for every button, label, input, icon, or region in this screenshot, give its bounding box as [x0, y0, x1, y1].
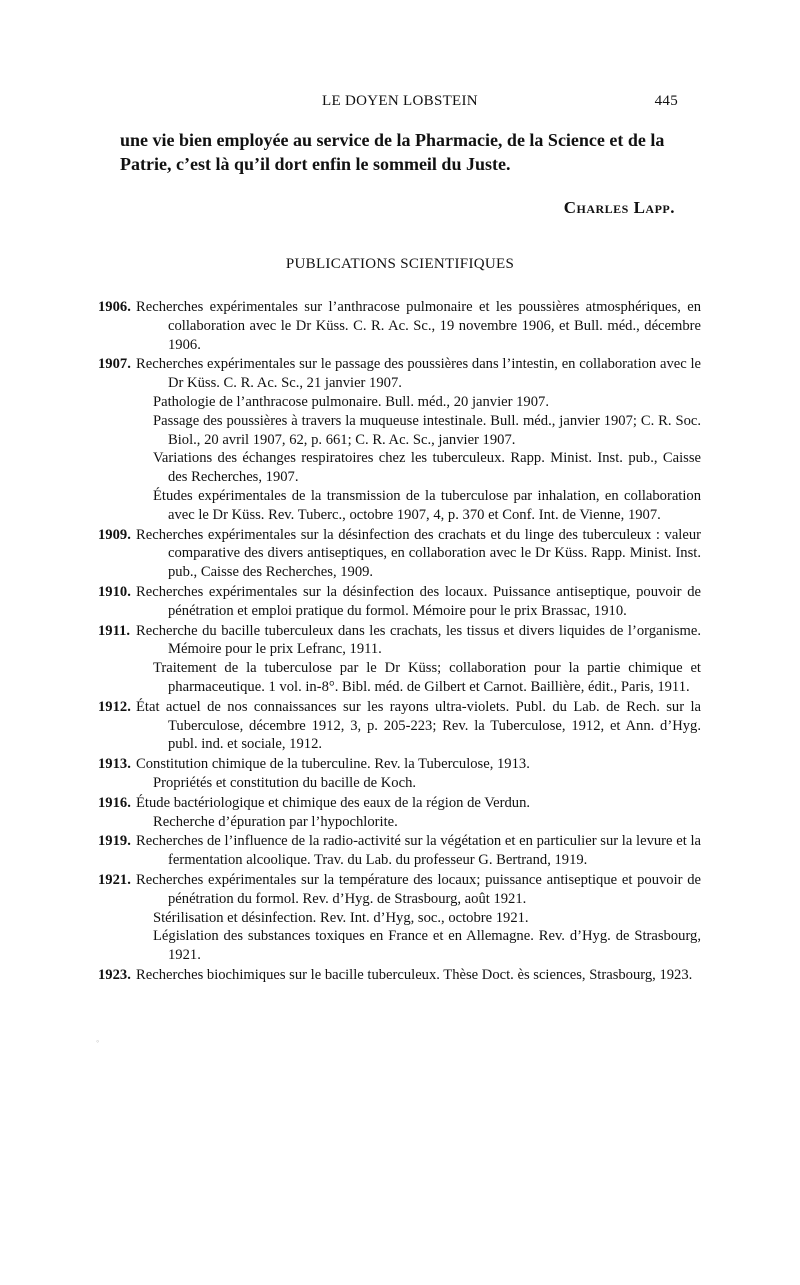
publication-items: [136, 832, 701, 870]
publication-items: [136, 583, 701, 621]
publication-entry: [98, 832, 701, 870]
page-number: 445: [654, 93, 678, 109]
publication-year: 1907.: [98, 356, 131, 373]
publication-entry: [98, 526, 701, 582]
publication-year: 1912.: [98, 698, 131, 715]
publication-year: 1913.: [98, 756, 131, 773]
margin-smudge: ◦: [96, 1036, 100, 1046]
closing-paragraph-text: une vie bien employée au service de la Pharmacie, de la Science et de la Patrie, c’est là qu’il dort enfin le sommeil du Juste.: [120, 130, 665, 174]
publication-entry: [98, 355, 701, 524]
publication-item: Propriétés et constitution du bacille de Koch.: [153, 774, 417, 791]
publication-item: Recherches expérimentales sur la désinfection des crachats et du linge des tuberculeux : valeur comparative des divers antiseptiques, en collaboration avec le Dr Küss. Rapp. Minist. Inst. pub., Caisse des Recherches, 1909.: [136, 526, 701, 581]
publication-item: Recherches biochimiques sur le bacille tuberculeux. Thèse Doct. ès sciences, Strasbourg, 1923.: [136, 966, 693, 983]
publication-item: Constitution chimique de la tuberculine. Rev. la Tuberculose, 1913.: [136, 756, 530, 773]
publication-year: 1921.: [98, 871, 131, 888]
publication-item: Recherche d’épuration par l’hypochlorite.: [153, 813, 398, 830]
publication-items: [136, 298, 701, 354]
publication-items: [136, 966, 701, 985]
publication-items: [136, 755, 701, 793]
publication-items: [136, 622, 701, 697]
publication-item: Recherches expérimentales sur l’anthracose pulmonaire et les poussières atmosphériques, en collaboration avec le Dr Küss. C. R. Ac. Sc., 19 novembre 1906, et Bull. méd., décembre 1906.: [136, 299, 701, 353]
publication-entry: [98, 698, 701, 754]
publication-list: [98, 298, 701, 986]
publication-year: 1919.: [98, 833, 131, 850]
publication-item: Recherches expérimentales sur la désinfection des locaux. Puissance antiseptique, pouvoir de pénétration et emploi pratique du formol. Mémoire pour le prix Brassac, 1910.: [136, 583, 701, 619]
author-signature: Charles Lapp.: [563, 198, 675, 217]
publication-year: 1911.: [98, 622, 131, 639]
publication-item: Pathologie de l’anthracose pulmonaire. Bull. méd., 20 janvier 1907.: [153, 393, 549, 410]
publication-item: Législation des substances toxiques en France et en Allemagne. Rev. d’Hyg. de Strasbourg, 1921.: [153, 928, 701, 964]
publication-entry: [98, 966, 701, 985]
publication-item: Stérilisation et désinfection. Rev. Int. d’Hyg, soc., octobre 1921.: [153, 909, 529, 926]
publication-entry: [98, 794, 701, 832]
publication-year: 1906.: [98, 299, 131, 315]
publication-item: Passage des poussières à travers la muqueuse intestinale. Bull. méd., janvier 1907; C. R. Soc. Biol., 20 avril 1907, 62, p. 661; C. R. Ac. Sc., janvier 1907.: [153, 412, 701, 448]
section-heading: PUBLICATIONS SCIENTIFIQUES: [285, 256, 515, 272]
publication-item: État actuel de nos connaissances sur les rayons ultra-violets. Publ. du Lab. de Rech. sur la Tuberculose, décembre 1912, 3, p. 205-223; Rev. la Tuberculose, 1912, et Ann. d’Hyg. publ. ind. et sociale, 1912.: [136, 698, 701, 753]
publication-year: 1910.: [98, 583, 131, 600]
publication-item: Recherches expérimentales sur le passage des poussières dans l’intestin, en collaboration avec le Dr Küss. C. R. Ac. Sc., 21 janvier 1907.: [136, 356, 701, 392]
publication-items: [136, 871, 701, 965]
publication-entry: [98, 298, 701, 354]
publication-entry: [98, 622, 701, 697]
publication-items: [136, 526, 701, 582]
publication-entry: [98, 871, 701, 965]
publication-year: 1923.: [98, 966, 131, 983]
publication-item: Variations des échanges respiratoires chez les tuberculeux. Rapp. Minist. Inst. pub., Caisse des Recherches, 1907.: [153, 450, 701, 486]
publication-year: 1916.: [98, 794, 131, 811]
publication-items: [136, 794, 701, 832]
publication-item: Étude bactériologique et chimique des eaux de la région de Verdun.: [136, 794, 531, 811]
publication-items: [136, 698, 701, 754]
publication-item: Recherches expérimentales sur la température des locaux; puissance antiseptique et pouvoir de pénétration du formol. Rev. d’Hyg. de Strasbourg, août 1921.: [136, 871, 701, 907]
publication-year: 1909.: [98, 526, 131, 543]
publication-item: Traitement de la tuberculose par le Dr Küss; collaboration pour la partie chimique et pharmaceutique. 1 vol. in-8°. Bibl. méd. de Gilbert et Carnot. Baillière, édit., Paris, 1911.: [153, 660, 701, 695]
publication-entry: [98, 583, 701, 621]
running-title: LE DOYEN LOBSTEIN: [322, 93, 478, 109]
publication-items: [136, 355, 701, 524]
publication-item: Études expérimentales de la transmission de la tuberculose par inhalation, en collaboration avec le Dr Küss. Rev. Tuberc., octobre 1907, 4, p. 370 et Conf. Int. de Vienne, 1907.: [153, 487, 701, 523]
running-head: [0, 93, 800, 113]
publication-entry: [98, 755, 701, 793]
publication-item: Recherches de l’influence de la radio-activité sur la végétation et en particulier sur la levure et la fermentation alcoolique. Trav. du Lab. du professeur G. Bertrand, 1919.: [136, 833, 701, 869]
closing-paragraph: [120, 128, 680, 176]
publication-item: Recherche du bacille tuberculeux dans les crachats, les tissus et divers liquides de l’organisme. Mémoire pour le prix Lefranc, 1911.: [136, 622, 701, 658]
